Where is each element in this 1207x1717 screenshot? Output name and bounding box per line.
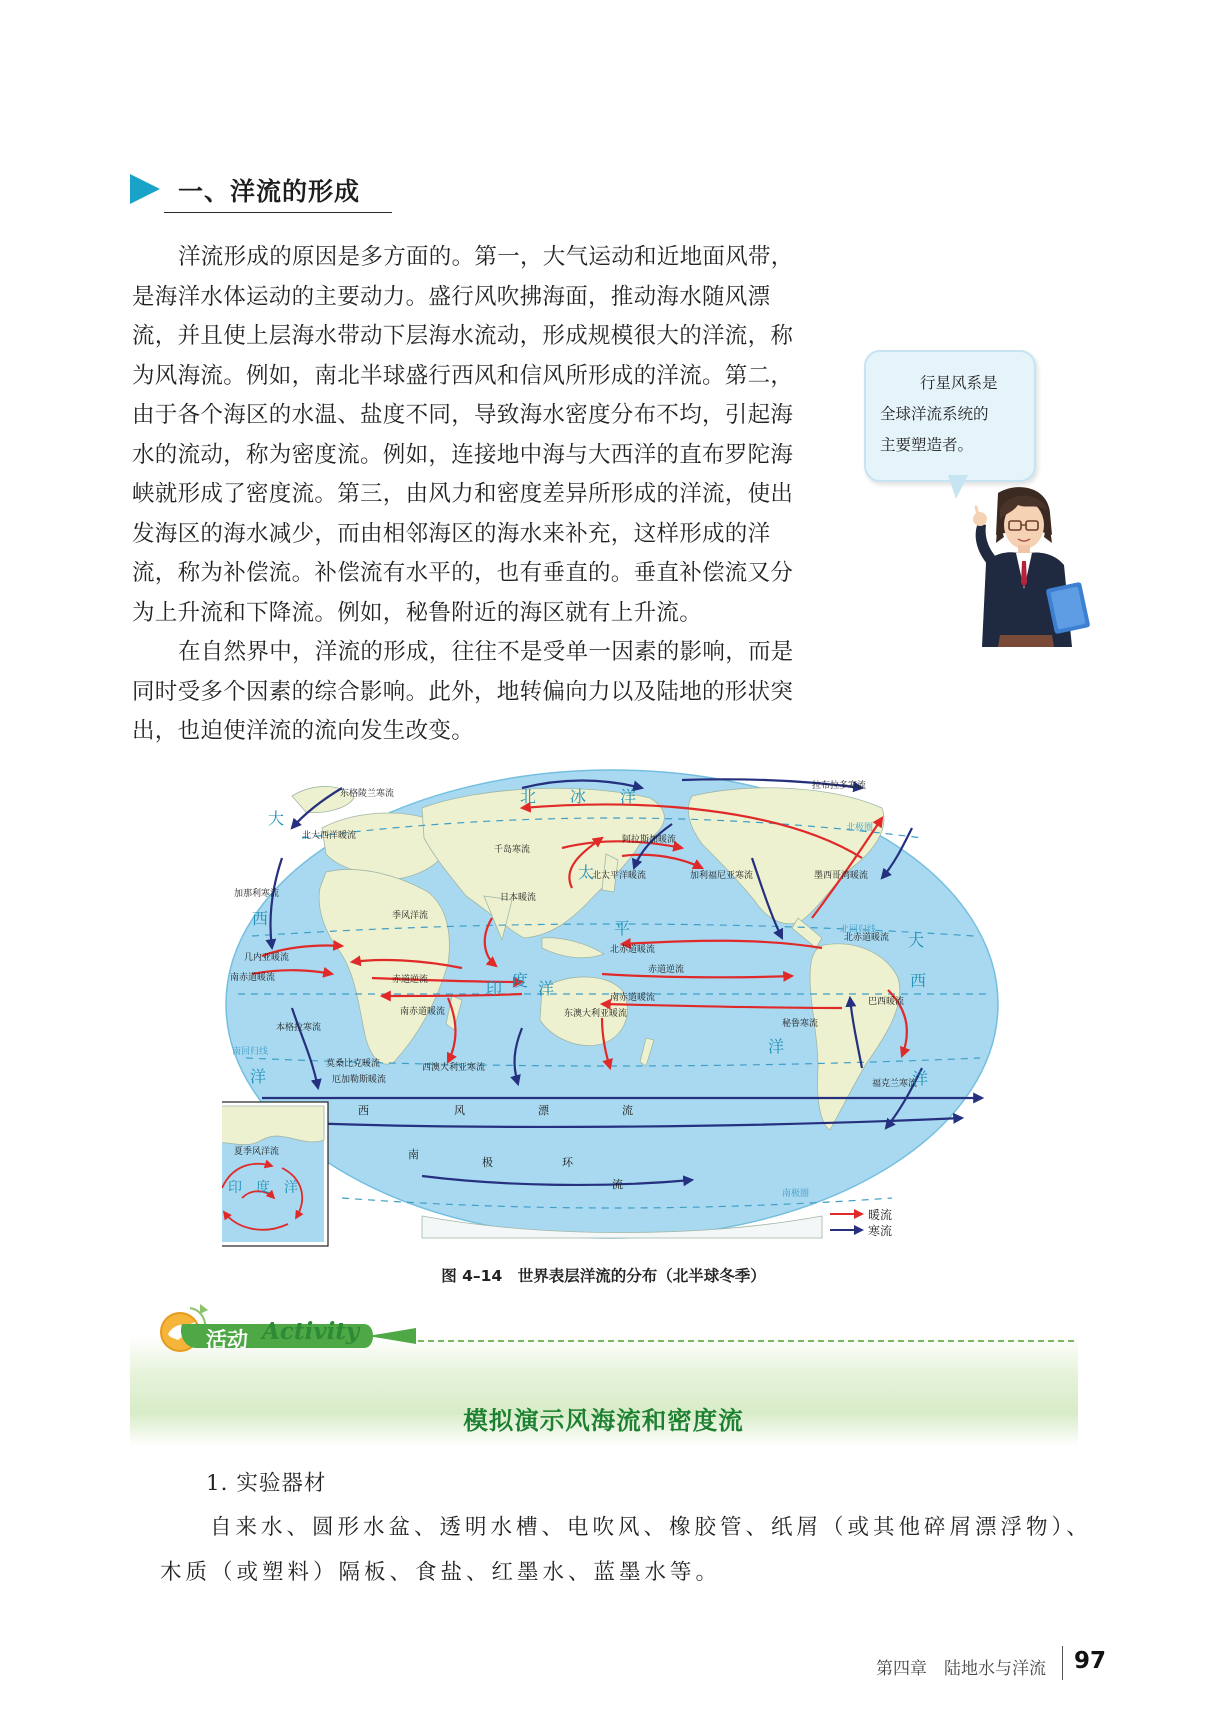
current-label: 巴西暖流 (868, 997, 905, 1007)
ocean-label: 度 (512, 971, 529, 990)
current-label: 本格拉寒流 (276, 1023, 322, 1033)
ocean-label: 大 (268, 809, 285, 828)
current-label: 季风洋流 (392, 911, 429, 921)
paragraph-line: 水的流动，称为密度流。例如，连接地中海与大西洋的直布罗陀海 (132, 441, 794, 468)
materials-line: 自来水、圆形水盆、透明水槽、电吹风、橡胶管、纸屑（或其他碎屑漂浮物）、 (210, 1515, 1092, 1540)
current-label: 西澳大利亚寒流 (422, 1063, 486, 1073)
current-label: 赤道逆流 (648, 965, 685, 975)
ocean-label: 太 (578, 863, 595, 882)
bubble-line: 全球洋流系统的 (880, 405, 989, 423)
paragraph-line: 洋流形成的原因是多方面的。第一，大气运动和近地面风带， (178, 244, 794, 270)
section-title: 一、洋流的形成 (178, 177, 361, 206)
current-label: 阿拉斯加暖流 (622, 835, 677, 845)
paragraph-line: 同时受多个因素的综合影响。此外，地转偏向力以及陆地的形状突 (132, 678, 794, 705)
current-label: 福克兰寒流 (872, 1079, 918, 1089)
line-label: 南极圈 (782, 1189, 810, 1199)
inset-ocean-label: 印 (228, 1180, 242, 1196)
activity-divider (418, 1340, 1074, 1342)
ocean-label: 西 (910, 971, 927, 990)
ocean-label: 洋 (620, 787, 637, 806)
legend-warm-label: 暖流 (868, 1208, 893, 1222)
activity-title: 模拟演示风海流和密度流 (463, 1406, 744, 1435)
paragraph-2 (132, 633, 832, 752)
current-label: 南 (408, 1148, 419, 1161)
paragraph-line: 峡就形成了密度流。第三，由风力和密度差异所形成的洋流，使出 (132, 481, 794, 507)
legend-cold-label: 寒流 (868, 1224, 893, 1238)
current-label: 流 (622, 1104, 633, 1117)
paragraph-line: 发海区的海水减少，而由相邻海区的海水来补充，这样形成的洋 (132, 520, 771, 547)
paragraph-line: 在自然界中，洋流的形成，往往不是受单一因素的影响，而是 (178, 639, 794, 665)
footer-divider (1062, 1646, 1063, 1680)
footer-chapter: 第四章 陆地水与洋流 (876, 1659, 1046, 1679)
heading-underline (164, 212, 392, 213)
current-label: 南赤道暖流 (230, 973, 276, 983)
materials-line: 木质（或塑料）隔板、食盐、红墨水、蓝墨水等。 (160, 1560, 722, 1585)
paragraph-line: 出，也迫使洋流的流向发生改变。 (132, 718, 475, 744)
ocean-label: 洋 (768, 1037, 785, 1056)
current-label: 环 (562, 1156, 573, 1169)
activity-english-label: Activity (262, 1318, 360, 1345)
current-label: 几内亚暖流 (244, 953, 290, 963)
activity-label: 活动 (206, 1328, 248, 1352)
ocean-label: 洋 (250, 1067, 267, 1086)
section-heading (130, 168, 392, 216)
current-label: 千岛寒流 (494, 845, 531, 855)
section-triangle-icon (130, 174, 160, 204)
teacher-illustration (956, 485, 1096, 647)
ocean-label: 洋 (538, 979, 555, 998)
current-label: 南赤道暖流 (400, 1007, 446, 1017)
current-label: 流 (612, 1178, 623, 1191)
current-label: 秘鲁寒流 (782, 1019, 819, 1029)
paragraph-line: 由于各个海区的水温、盐度不同，导致海水密度分布不均，引起海 (132, 402, 794, 428)
current-label: 加利福尼亚寒流 (690, 871, 754, 881)
current-label: 东澳大利亚暖流 (564, 1009, 628, 1019)
current-label: 西 (358, 1104, 369, 1117)
current-label: 北太平洋暖流 (592, 871, 647, 881)
current-label: 赤道逆流 (392, 975, 429, 985)
paragraph-line: 流，称为补偿流。补偿流有水平的，也有垂直的。垂直补偿流又分 (132, 560, 794, 586)
paragraph-line: 是海洋水体运动的主要动力。盛行风吹拂海面，推动海水随风漂 (132, 283, 771, 310)
inset-label: 夏季风洋流 (234, 1147, 280, 1157)
summer-inset (222, 1102, 328, 1246)
current-label: 北赤道暖流 (844, 933, 890, 943)
world-ocean-currents-map (222, 768, 1002, 1248)
ocean-label: 北 (520, 787, 537, 806)
current-label: 漂 (538, 1104, 549, 1117)
bubble-line: 行星风系是 (920, 374, 998, 392)
paragraph-line: 为上升流和下降流。例如，秘鲁附近的海区就有上升流。 (132, 599, 703, 626)
materials-heading: 1. 实验器材 (206, 1471, 327, 1496)
bubble-line: 主要塑造者。 (880, 436, 974, 454)
ocean-label: 印 (486, 979, 503, 998)
current-label: 厄加勒斯暖流 (332, 1075, 387, 1085)
inset-ocean-label: 洋 (284, 1180, 298, 1196)
ocean-label: 洋 (912, 1069, 929, 1088)
current-label: 墨西哥湾暖流 (814, 871, 869, 881)
current-label: 风 (454, 1104, 465, 1117)
current-label: 莫桑比克暖流 (326, 1059, 381, 1069)
speech-bubble (864, 350, 1036, 482)
inset-ocean-label: 度 (256, 1180, 270, 1196)
current-label: 加那利寒流 (234, 889, 280, 899)
ocean-label: 平 (614, 919, 631, 938)
current-label: 极 (482, 1156, 493, 1169)
current-label: 拉布拉多寒流 (812, 781, 867, 791)
line-label: 北极圈 (846, 823, 874, 833)
map-legend (830, 1207, 892, 1238)
current-label: 东格陵兰寒流 (340, 789, 395, 799)
current-label: 日本暖流 (500, 893, 537, 903)
ocean-label: 大 (908, 931, 925, 950)
map-caption: 图 4–14 世界表层洋流的分布（北半球冬季） (441, 1267, 766, 1285)
page-number: 97 (1074, 1648, 1107, 1674)
ocean-label: 冰 (570, 787, 587, 806)
line-label: 北回归线 (840, 925, 877, 935)
current-label: 南赤道暖流 (610, 993, 656, 1003)
current-label: 北赤道暖流 (610, 945, 656, 955)
line-label: 南回归线 (232, 1047, 269, 1057)
ocean-label: 西 (252, 909, 269, 928)
current-label: 北大西洋暖流 (302, 831, 357, 841)
paragraph-1 (132, 238, 832, 633)
paragraph-line: 为风海流。例如，南北半球盛行西风和信风所形成的洋流。第二， (132, 362, 794, 389)
paragraph-line: 流，并且使上层海水带动下层海水流动，形成规模很大的洋流，称 (132, 323, 794, 349)
